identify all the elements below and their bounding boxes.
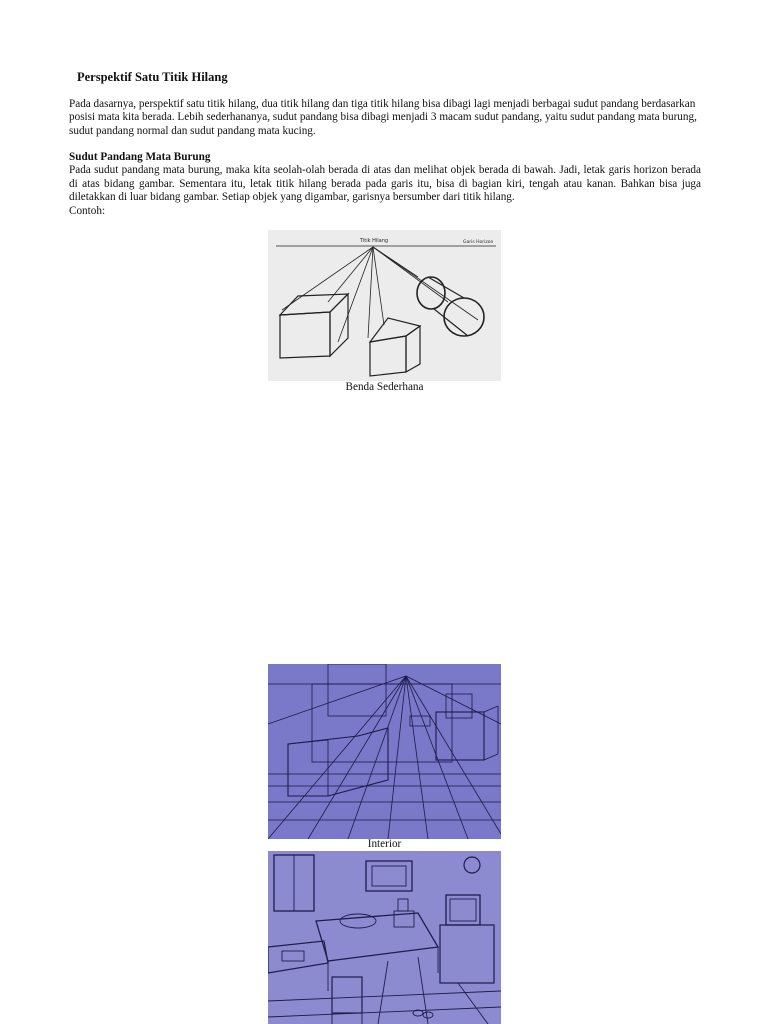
figure-caption-interior: Interior xyxy=(367,838,402,850)
section-body: Pada sudut pandang mata burung, maka kita seolah-olah berada di atas dan melihat objek berada di bawah. Jadi, letak garis horizon berada di atas bidang gambar. Sementara itu, letak titik hilang berada pada garis itu, bisa di bagian kiri, tengah atau kanan. Bahkan bisa juga diletakkan di luar bidang gambar. Setiap objek yang digambar, garisnya bersumber dari titik hilang. xyxy=(69,164,701,204)
intro-paragraph: Pada dasarnya, perspektif satu titik hilang, dua titik hilang dan tiga titik hilang bisa dibagi lagi menjadi berbagai sudut pandang berdasarkan posisi mata kita berada. Lebih sederhananya, sudut pandang bisa dibagi menjadi 3 macam sudut pandang, yaitu sudut pandang mata burung, sudut pandang normal dan sudut pandang mata kucing. xyxy=(69,98,697,137)
figure-simple-objects xyxy=(268,230,501,381)
figure-caption-simple-objects: Benda Sederhana xyxy=(345,381,424,393)
bedroom-drawing xyxy=(268,851,501,1024)
interior-drawing xyxy=(268,664,501,839)
figure-interior xyxy=(268,664,501,839)
horizon-label: Garis Horizon xyxy=(463,240,494,245)
figure-bedroom xyxy=(268,851,501,1024)
page-title: Perspektif Satu Titik Hilang xyxy=(77,70,228,84)
section-heading: Sudut Pandang Mata Burung xyxy=(69,151,211,163)
example-label: Contoh: xyxy=(69,204,106,217)
section-bird-eye xyxy=(69,151,701,218)
simple-objects-drawing xyxy=(268,230,501,381)
vanishing-point-label: Titik Hilang xyxy=(360,238,389,244)
